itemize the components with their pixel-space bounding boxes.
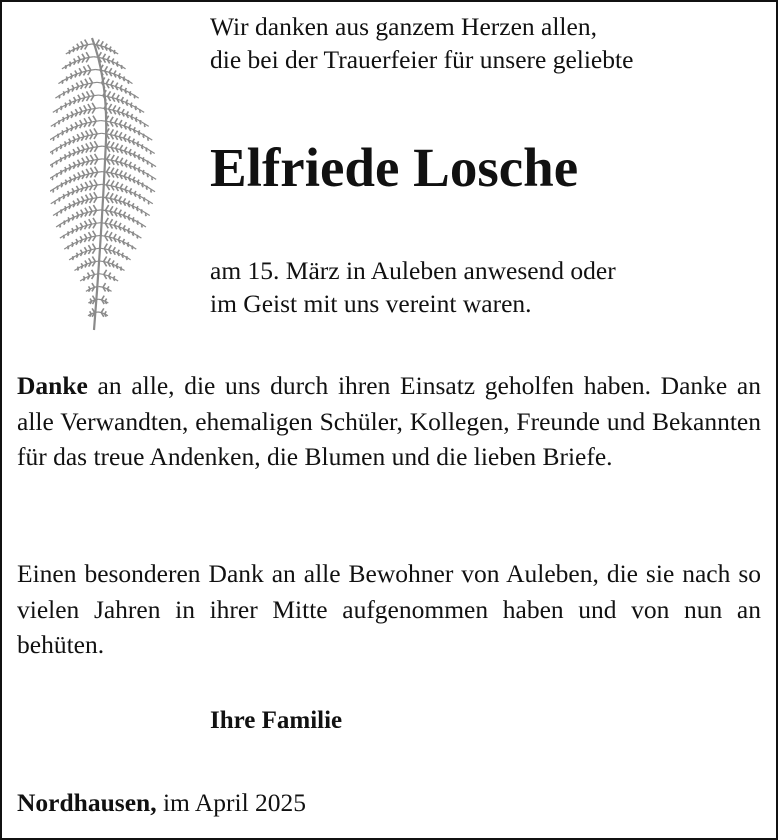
intro-line-2: die bei der Trauerfeier für unsere geliebte [210,45,634,74]
attend-line-2: im Geist mit uns vereint waren. [210,289,532,318]
fern-leaflet [98,296,108,304]
intro-line-1: Wir danken aus ganzem Herzen allen, [210,12,597,41]
fern-icon [50,30,170,335]
fern-leaflet [69,244,100,260]
attend-line-1: am 15. März in Auleben anwesend oder [210,256,616,285]
place-date [17,788,306,818]
attendance-text [210,254,616,320]
fern-leaflet [102,179,153,204]
fern-leaflet [51,179,102,204]
fern-leaflet [50,128,102,154]
fern-leaflet [98,308,108,316]
thanks-paragraph [17,368,761,475]
fern-leaflet [66,40,92,54]
fern-leaflet [80,270,99,281]
signature: Ihre Familie [210,707,343,734]
deceased-name: Elfriede Losche [210,137,579,198]
fern-leaflet [74,256,99,270]
fern-leaflet [99,270,118,281]
thanks-text: an alle, die uns durch ihren Einsatz geholfen haben. Danke an alle Verwandten, ehemaligen Schüler, Kollegen, Freunde und Bekannten für das treue Andenken, die Blumen und die lieben Briefe. [17,371,761,471]
fern-leaflet [99,256,124,270]
special-thanks-paragraph: Einen besonderen Dank an alle Bewohner von Auleben, die sie nach so vielen Jahren in ihrer Mitte aufgenommen haben und von nun an behüten. [17,559,761,659]
fern-leaflet [100,244,131,260]
fern-leaflet [50,116,101,141]
fern-leaflet [99,283,112,292]
place: Nordhausen, [17,788,157,817]
intro-text [210,10,633,76]
fern-leaflet [102,167,155,193]
thanks-bold: Danke [17,371,88,400]
date: im April 2025 [156,788,307,817]
